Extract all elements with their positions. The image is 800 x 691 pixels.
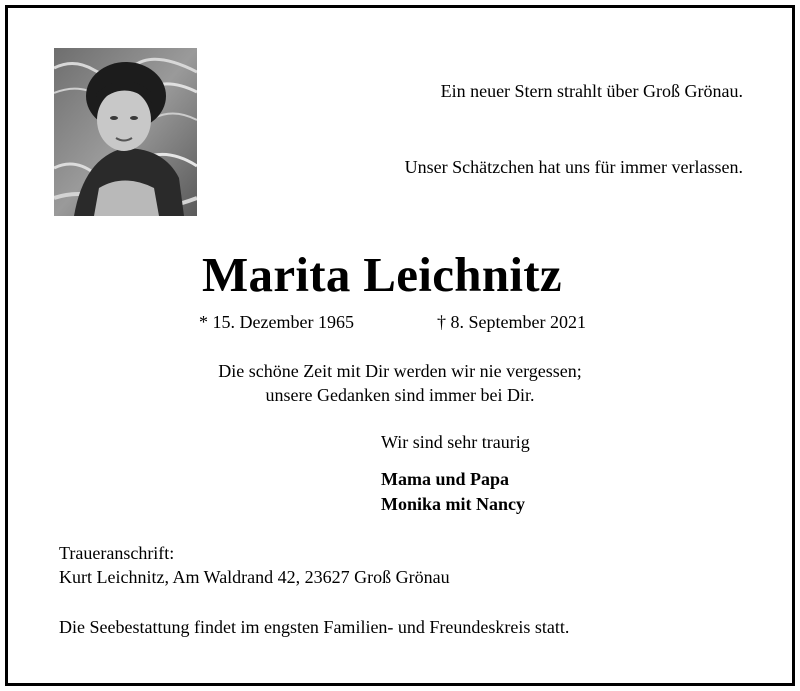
burial-note: Die Seebestattung findet im engsten Familien- und Freundeskreis statt. [59, 617, 570, 637]
address-label: Traueranschrift: [59, 543, 175, 563]
deceased-name: Marita Leichnitz [202, 247, 562, 302]
memorial-line-1: Die schöne Zeit mit Dir werden wir nie vergessen; [218, 361, 582, 381]
portrait-photo [54, 48, 197, 216]
quote-line-1: Ein neuer Stern strahlt über Groß Grönau. [440, 81, 743, 101]
mourning-intro: Wir sind sehr traurig [381, 432, 530, 452]
death-date: † 8. September 2021 [437, 312, 586, 332]
mourning-address: Kurt Leichnitz, Am Waldrand 42, 23627 Groß Grönau [59, 567, 450, 587]
mourner-name: Mama und Papa [381, 469, 510, 489]
mourner-name: Monika mit Nancy [381, 494, 525, 514]
quote-line-2: Unser Schätzchen hat uns für immer verlassen. [404, 157, 743, 177]
birth-date: * 15. Dezember 1965 [199, 312, 354, 332]
memorial-line-2: unsere Gedanken sind immer bei Dir. [265, 385, 535, 405]
